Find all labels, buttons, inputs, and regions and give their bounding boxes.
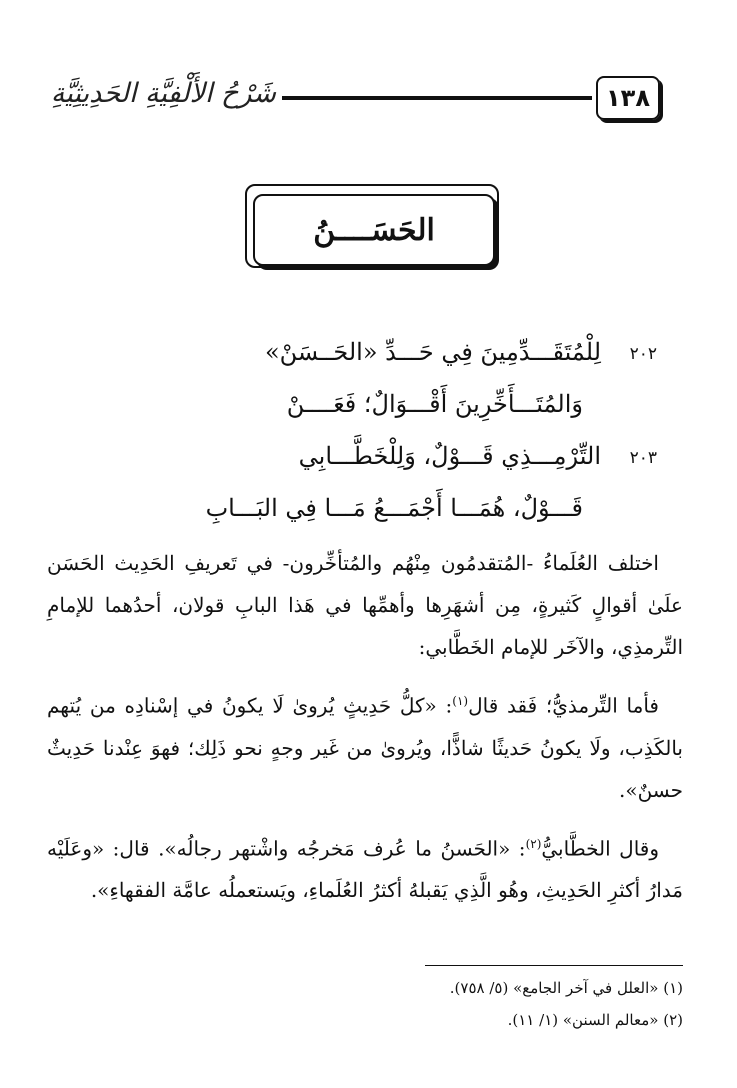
- paragraph-text: فأما التِّرمذيُّ؛ فَقد قال: [468, 693, 659, 718]
- page-number: ١٣٨: [596, 76, 660, 120]
- header-rule: [282, 96, 592, 100]
- paragraph-text: : «الحَسنُ ما عُرف مَخرجُه واشْتهر رجالُه». قال: «وعَلَيْه مَدارُ أكثرِ الحَدِيثِ، وهُو الَّذِي يَقبلهُ أكثرُ العُلَماءِ، ويَستعملُه عامَّة الفقهاءِ».: [47, 836, 683, 903]
- verse-202-first-line: [57, 330, 657, 382]
- verse-number: ٢٠٢: [629, 344, 657, 364]
- footnote-separator: [425, 965, 683, 966]
- verse-hemistich: قَـــوْلٌ، هُمَـــا أَجْمَـــعُ مَـــا فِي البَـــابِ: [205, 494, 583, 522]
- paragraph-text: : «كلُّ حَدِيثٍ يُروىٰ لَا يكونُ في إسْنادِه من يُتهم بالكَذِب، ولَا يكونُ حَديثًا شاذًّا، ويُروىٰ من غَير وجهٍ نحو ذَلِك؛ فهوَ عِنْدنا حَدِيثٌ حسنٌ».: [47, 693, 683, 802]
- section-title-box: [253, 194, 495, 266]
- footnotes: [47, 972, 683, 1036]
- section-title: الحَسَــــنُ: [313, 212, 435, 248]
- verse-hemistich: التِّرْمِـــذِي قَـــوْلٌ، وَلِلْخَطَّـــابِي: [298, 442, 601, 470]
- footnote: (٢) «معالم السنن» (١/ ١١).: [507, 1011, 683, 1029]
- commentary-text: [47, 542, 683, 923]
- footnote-ref: (٢): [525, 836, 542, 851]
- footnote-ref: (١): [452, 694, 469, 708]
- paragraph: اختلف العُلَماءُ -المُتقدمُون مِنْهُم والمُتأخِّرون- في تَعريفِ الحَدِيث الحَسَن علَىٰ أقوالٍ كَثيرةٍ، مِن أشهَرِها وأهمِّها في هَذا البابِ قولان، أحدُهما للإمامِ التِّرمذِي، والآخَر للإمام الخَطَّابي:: [47, 551, 683, 659]
- poem-verses: [57, 330, 657, 538]
- verse-202-second-line: [57, 382, 657, 434]
- paragraph: [47, 680, 683, 811]
- page-header: [50, 72, 666, 122]
- verse-203-second-line: [57, 486, 657, 538]
- verse-hemistich: وَالمُتَـــأَخِّرِينَ أَقْـــوَالٌ؛ فَعَــــنْ: [286, 390, 583, 418]
- verse-203-first-line: [57, 434, 657, 486]
- paragraph-text: وقال الخطَّابيُّ: [541, 836, 660, 861]
- verse-hemistich: لِلْمُتَقَـــدِّمِينَ فِي حَـــدِّ «الحَــسَنْ»: [264, 338, 601, 366]
- verse-number: ٢٠٣: [629, 448, 657, 468]
- footnote: (١) «العلل في آخر الجامع» (٥/ ٧٥٨).: [449, 979, 683, 997]
- book-title: شَرْحُ الأَلْفِيَّةِ الحَدِيثِيَّةِ: [50, 78, 276, 109]
- paragraph: [47, 823, 683, 912]
